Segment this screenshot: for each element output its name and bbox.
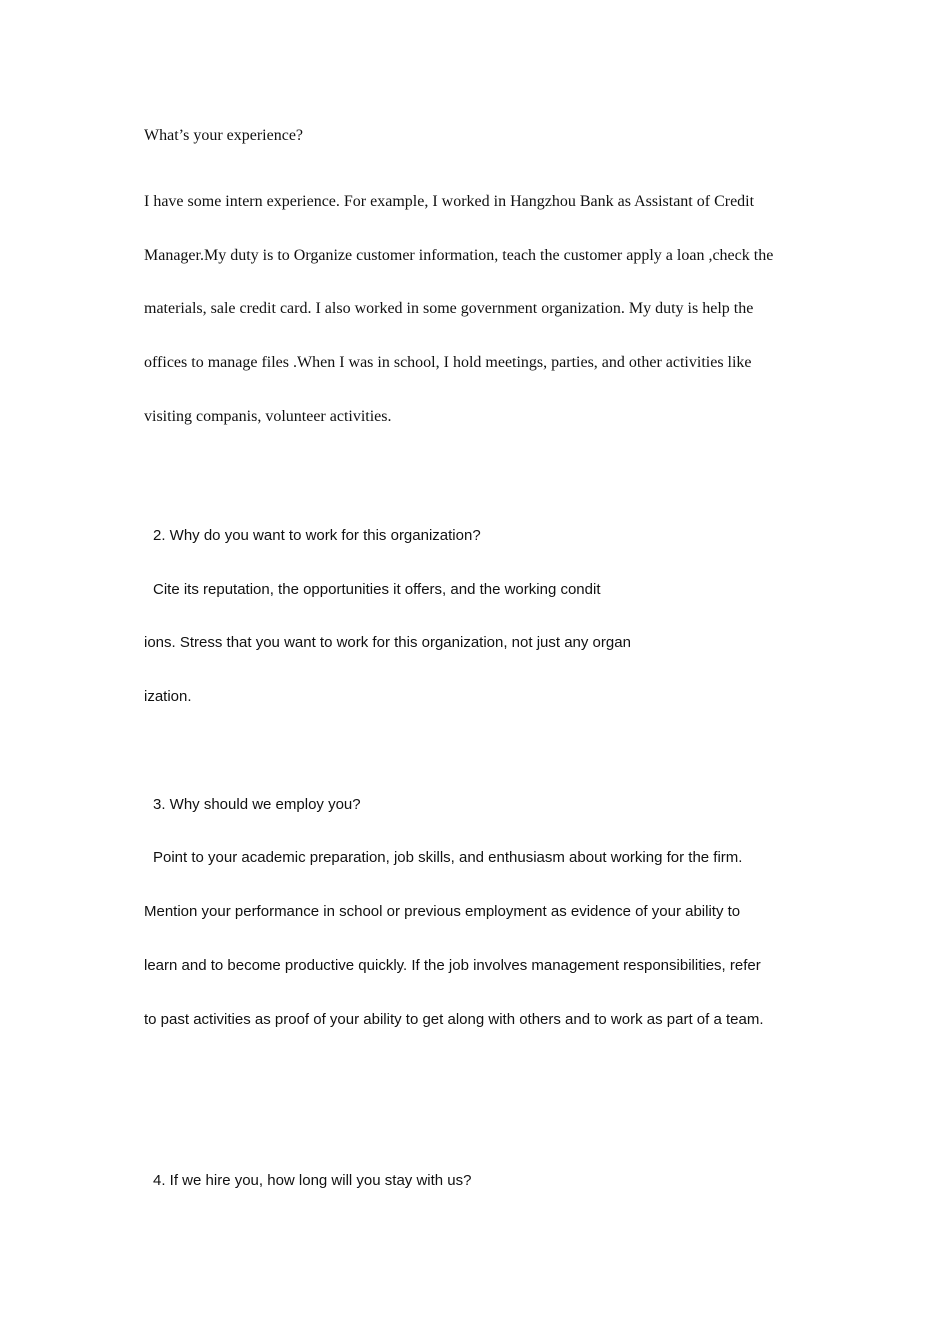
answer-1-line: offices to manage files .When I was in school, I hold meetings, parties, and other activities like <box>144 354 752 371</box>
question-4-heading: 4. If we hire you, how long will you stay with us? <box>153 1172 472 1189</box>
answer-1-line: Manager.My duty is to Organize customer information, teach the customer apply a loan ,check the <box>144 247 774 264</box>
question-2-heading: 2. Why do you want to work for this organization? <box>153 527 481 544</box>
answer-1-line: I have some intern experience. For example, I worked in Hangzhou Bank as Assistant of Credit <box>144 193 755 210</box>
answer-3-line: learn and to become productive quickly. If the job involves management responsibilities, refer <box>144 957 761 974</box>
answer-1-line: materials, sale credit card. I also worked in some government organization. My duty is help the <box>144 300 754 317</box>
question-1-heading: What’s your experience? <box>144 127 304 144</box>
answer-2-line: ions. Stress that you want to work for this organization, not just any organ <box>144 634 631 651</box>
answer-1-line: visiting companis, volunteer activities. <box>144 408 392 425</box>
answer-2-line: ization. <box>144 688 192 705</box>
answer-3-line: Point to your academic preparation, job skills, and enthusiasm about working for the firm. <box>153 849 743 866</box>
answer-3-line: to past activities as proof of your ability to get along with others and to work as part of a team. <box>144 1011 764 1028</box>
answer-3-line: Mention your performance in school or previous employment as evidence of your ability to <box>144 903 741 920</box>
question-3-heading: 3. Why should we employ you? <box>153 796 361 813</box>
answer-2-line: Cite its reputation, the opportunities it offers, and the working condit <box>153 581 601 598</box>
